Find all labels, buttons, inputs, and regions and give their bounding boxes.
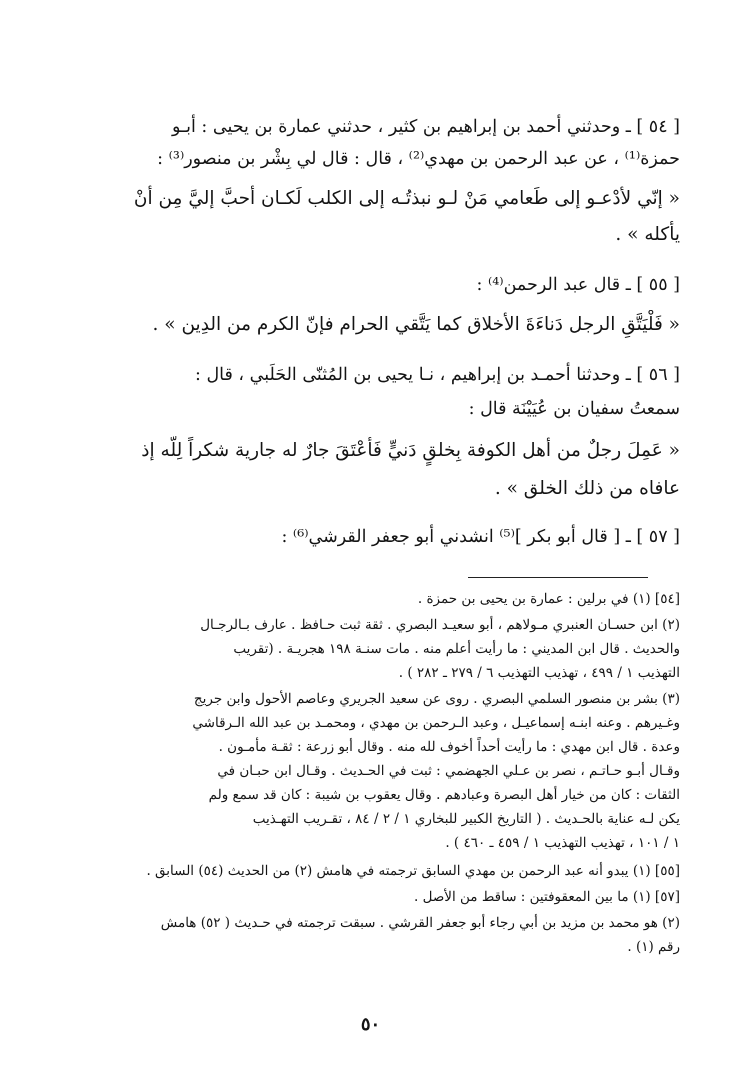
text-line: [ ٥٦ ] ـ وحدثنا أحمـد بن إبراهيم ، نـا يحيى بن المُثنّى الحَلَبي ، قال :: [194, 365, 680, 385]
footnote-line: وغـيرهم . وعنه ابنـه إسماعيـل ، وعبد الـرحمن بن مهدي ، ومحمـد بن عبد الله الـرقاشي: [192, 715, 680, 731]
quote-line: « فَلْيَتَّقِ الرجل دَناءَةَ الأخلاق كما يَتَّقي الحرام فإنّ الكرم من الدِين » .: [152, 314, 680, 335]
footnote-line: [٥٤] (١) في برلين : عمارة بن يحيى بن حمزة .: [417, 591, 680, 607]
quote-line: عافاه من ذلك الخلق » .: [494, 478, 680, 499]
text-line: [ ٥٥ ] ـ قال عبد الرحمن⁽⁴⁾ :: [476, 275, 680, 295]
text-line: [ ٥٧ ] ـ [ قال أبو بكر ]⁽⁵⁾ انشدني أبو جعفر القرشي⁽⁶⁾ :: [281, 527, 680, 547]
text-line: [ ٥٤ ] ـ وحدثني أحمد بن إبراهيم بن كثير ، حدثني عمارة بن يحيى : أبـو: [171, 117, 680, 137]
page-number: ٥٠: [360, 1014, 381, 1035]
text-line: حمزة⁽¹⁾ ، عن عبد الرحمن بن مهدي⁽²⁾ ، قال : قال لي بِشْر بن منصور⁽³⁾ :: [157, 149, 680, 169]
footnote-line: يكن لـه عناية بالحـديث . ( التاريخ الكبير للبخاري ١ / ٢ / ٨٤ ، تقـريب التهـذيب: [252, 811, 680, 827]
footnote-line: والحديث . قال ابن المديني : ما رأيت أعلم منه . مات سنـة ١٩٨ هجريـة . (تقريب: [233, 641, 680, 657]
footnote-line: (٢) هو محمد بن مزيد بن أبي رجاء أبو جعفر القرشي . سبقت ترجمته في حـديث ( ٥٢) هامش: [160, 915, 680, 931]
quote-line: « عَمِلَ رجلٌ من أهل الكوفة بِخلقٍ دَنيٍّ فَأَعْتَقَ جارٌ له جارية شكراً لِلّه إذ: [141, 440, 680, 461]
footnote-line: (٢) ابن حسـان العنبري مـولاهم ، أبو سعيـد البصري . ثقة ثبت حـافظ . عارف بـالرجـال: [200, 617, 680, 633]
quote-line: يأكله » .: [615, 224, 680, 245]
footnote-line: الثقات : كان من خيار أهل البصرة وعبادهم . وقال يعقوب بن شيبة : كان قد سمع ولم: [208, 787, 680, 803]
text-line: سمعتُ سفيان بن عُيَيْنَة قال :: [468, 399, 680, 419]
footnote-line: رقم (١) .: [627, 939, 680, 955]
footnote-line: [٥٧] (١) ما بين المعقوفتين : ساقط من الأصل .: [414, 889, 680, 905]
footnote-line: وقـال أبـو حـاتـم ، نصر بن عـلي الجهضمي : ثبت في الحـديث . وقـال ابن حبـان في: [217, 763, 680, 779]
footnote-line: ١ / ١٠١ ، تهذيب التهذيب ١ / ٤٥٩ ـ ٤٦٠ ) .: [445, 835, 680, 851]
footnote-line: وعدة . قال ابن مهدي : ما رأيت أحداً أخوف لله منه . وقال أبو زرعة : ثقـة مأمـون .: [218, 739, 680, 755]
quote-line: « إنّي لأدْعـو إلى طَعامي مَنْ لـو نبذتُـه إلى الكلب لَكـان أحبَّ إليَّ مِن أنْ: [133, 188, 680, 209]
footnote-separator: [468, 577, 648, 578]
footnote-line: التهذيب ١ / ٤٩٩ ، تهذيب التهذيب ٦ / ٢٧٩ ـ ٢٨٢ ) .: [398, 665, 680, 681]
footnote-line: (٣) بشر بن منصور السلمي البصري . روى عن سعيد الجريري وعاصم الأحول وابن جريج: [193, 691, 680, 707]
footnote-line: [٥٥] (١) يبدو أنه عبد الرحمن بن مهدي السابق ترجمته في هامش (٢) من الحديث (٥٤) السابق .: [146, 863, 680, 879]
